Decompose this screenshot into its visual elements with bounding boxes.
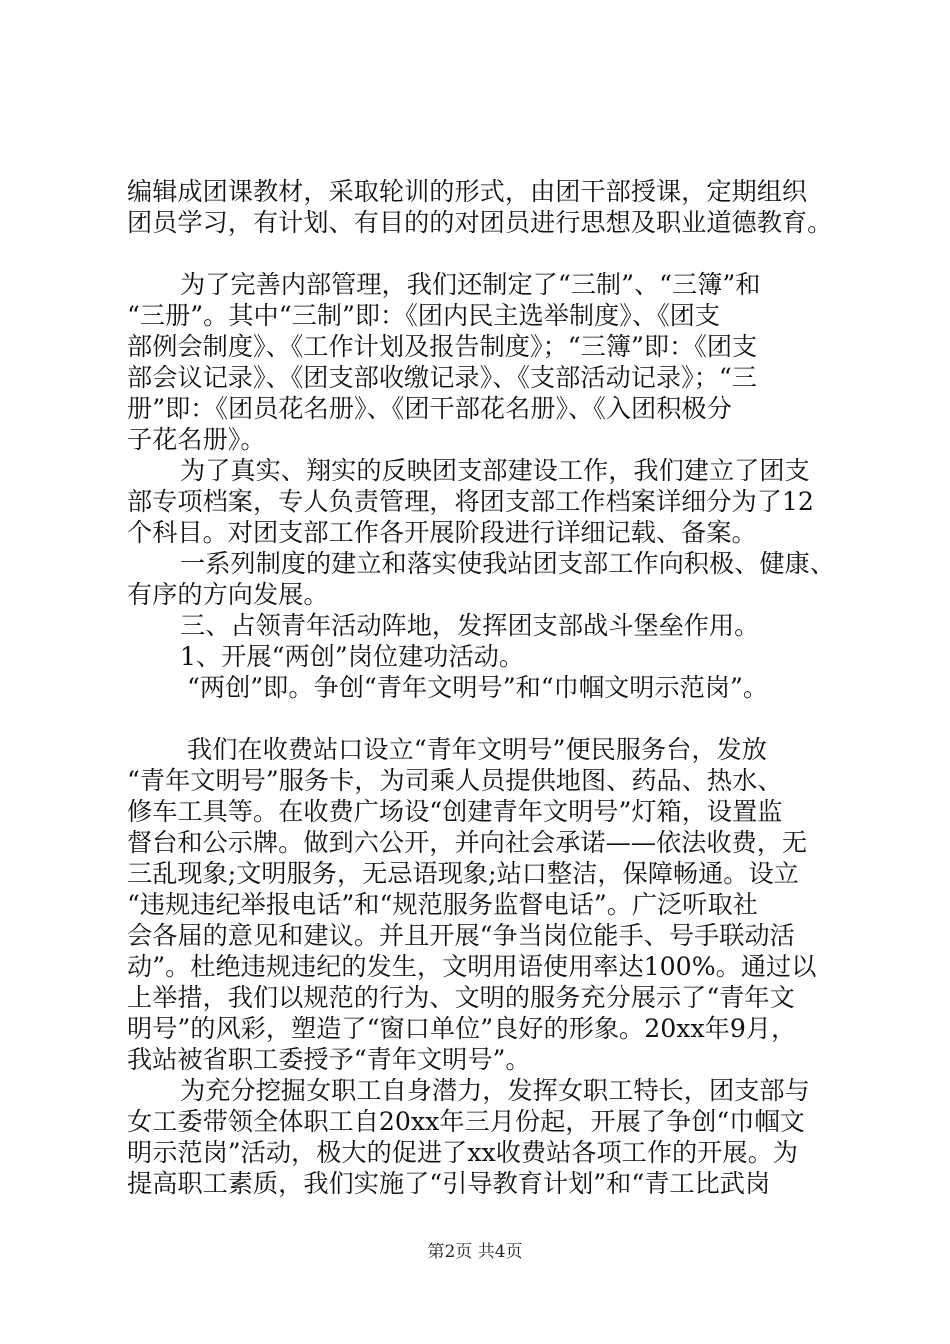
- subsection-heading: 1、开展“两创”岗位建功活动。: [180, 642, 525, 671]
- body-line-7: 册”即：《团员花名册》、《团干部花名册》、《入团积极分: [127, 394, 732, 423]
- body-line-2: 团员学习，有计划、有目的的对团员进行思想及职业道德教育。: [127, 208, 833, 237]
- body-line-25: 上举措，我们以规范的行为、文明的服务充分展示了“青年文: [127, 983, 795, 1012]
- body-line-3: 为了完善内部管理，我们还制定了“三制”、“三簿”和: [180, 270, 761, 299]
- body-line-28: 为充分挖掘女职工自身潜力，发挥女职工特长，团支部与: [180, 1076, 810, 1105]
- section-heading: 三、占领青年活动阵地，发挥团支部战斗堡垒作用。: [180, 611, 760, 640]
- body-line-11: 个科目。对团支部工作各开展阶段进行详细记载、备案。: [127, 518, 757, 547]
- body-line-8: 子花名册》。: [127, 425, 266, 454]
- body-line-29: 女工委带领全体职工自20xx年三月份起，开展了争创“巾帼文: [127, 1107, 805, 1136]
- body-line-24: 动”。杜绝违规违纪的发生，文明用语使用率达100%。通过以: [127, 952, 817, 981]
- body-line-31: 提高职工素质，我们实施了“引导教育计划”和“青工比武岗: [127, 1169, 771, 1198]
- body-line-26: 明号”的风彩，塑造了“窗口单位”良好的形象。20xx年9月，: [127, 1014, 797, 1043]
- body-line-12: 一系列制度的建立和落实使我站团支部工作向积极、健康、: [180, 549, 835, 578]
- body-line-30: 明示范岗”活动，极大的促进了xx收费站各项工作的开展。为: [127, 1138, 798, 1167]
- body-line-9: 为了真实、翔实的反映团支部建设工作，我们建立了团支: [180, 456, 810, 485]
- body-line-6: 部会议记录》、《团支部收缴记录》、《支部活动记录》；“三: [127, 363, 757, 392]
- body-line-4: “三册”。其中“三制”即：《团内民主选举制度》、《团支: [127, 301, 721, 330]
- body-line-16: “两创”即。争创“青年文明号”和“巾帼文明示范岗”。: [187, 673, 769, 702]
- body-line-13: 有序的方向发展。: [127, 580, 329, 609]
- body-line-23: 会各届的意见和建议。并且开展“争当岗位能手、号手联动活: [127, 921, 795, 950]
- body-line-5: 部例会制度》、《工作计划及报告制度》；“三簿”即：《团支: [127, 332, 758, 361]
- body-line-27: 我站被省职工委授予“青年文明号”。: [127, 1045, 531, 1074]
- body-line-10: 部专项档案，专人负责管理，将团支部工作档案详细分为了12: [127, 487, 814, 516]
- body-line-18: “青年文明号”服务卡，为司乘人员提供地图、药品、热水、: [127, 766, 783, 795]
- body-line-21: 三乱现象;文明服务，无忌语现象;站口整洁，保障畅通。设立: [127, 859, 799, 888]
- body-line-20: 督台和公示牌。做到六公开，并向社会承诺——依法收费，无: [127, 828, 808, 857]
- body-line-17: 我们在收费站口设立“青年文明号”便民服务台，发放: [187, 735, 767, 764]
- body-line-1: 编辑成团课教材，采取轮训的形式，由团干部授课，定期组织: [127, 177, 808, 206]
- page-footer: 第2页 共4页: [427, 1242, 523, 1262]
- body-line-22: “违规违纪举报电话”和“规范服务监督电话”。广泛听取社: [127, 890, 758, 919]
- body-line-19: 修车工具等。在收费广场设“创建青年文明号”灯箱，设置监: [127, 797, 783, 826]
